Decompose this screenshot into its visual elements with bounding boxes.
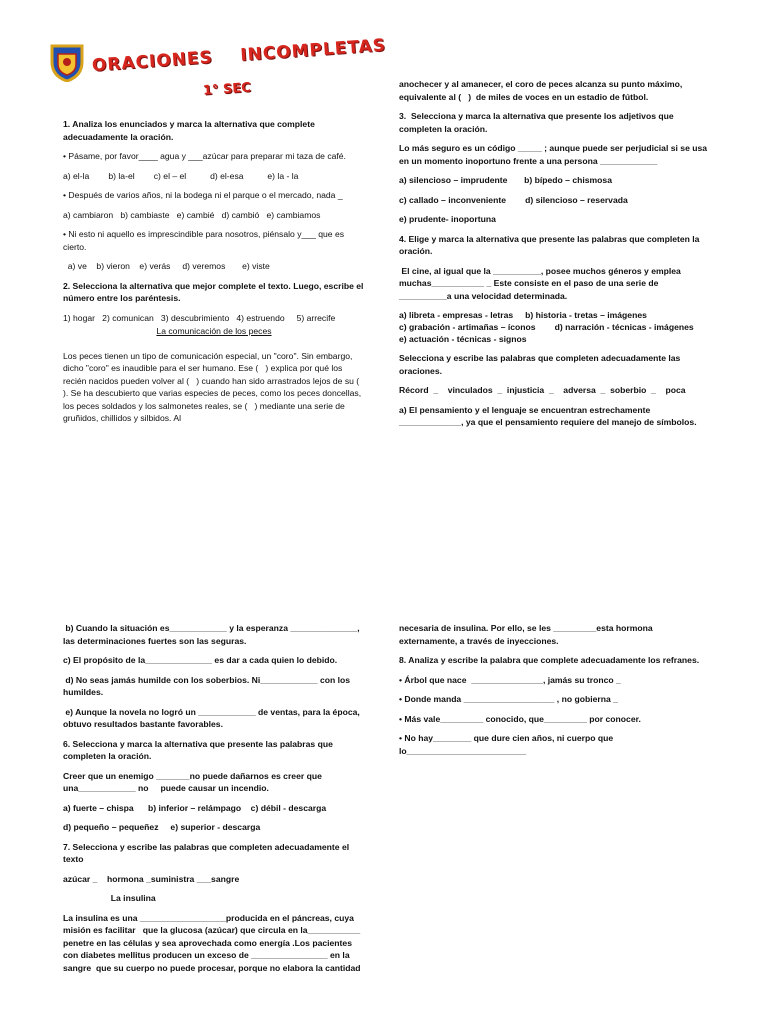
options-3b: c) callado – inconveniente d) silencioso – reservada: [399, 194, 628, 205]
options-6a: a) fuerte – chispa b) inferior – relámpago c) débil - descarga: [63, 802, 327, 813]
instruction-5: Selecciona y escribe las palabras que completen adecuadamente las oraciones.: [399, 353, 683, 376]
options-1b: a) cambiaron b) cambiaste e) cambié d) cambió e) cambiamos: [63, 209, 321, 220]
instruction-1: 1. Analiza los enunciados y marca la alternativa que complete adecuadamente la oración.: [63, 119, 318, 142]
insulin-title: La insulina: [63, 893, 156, 903]
school-crest-logo: [48, 42, 86, 82]
instruction-4: 4. Elige y marca la alternativa que presente las palabras que completen la oración.: [399, 233, 702, 256]
options-6b: d) pequeño – pequeñez e) superior - descarga: [63, 822, 261, 832]
item-3: Lo más seguro es un código _____ ; aunque puede ser perjudicial si se usa en un momento inoportuno frente a una persona ____________: [399, 143, 710, 166]
instruction-3: 3. Selecciona y marca la alternativa que presente los adjetivos que completen la oración.: [399, 111, 677, 134]
word-bank-2: 1) hogar 2) comunican 3) descubrimiento 4) estruendo 5) arrecife: [63, 312, 336, 323]
insulin-continuation: necesaria de insulina. Por ello, se les _________esta hormona externamente, a través de inyecciones.: [399, 623, 656, 646]
column-bottom-right: [399, 622, 709, 764]
instruction-2: 2. Selecciona la alternativa que mejor complete el texto. Luego, escribe el número entre los paréntesis.: [63, 280, 366, 303]
page-title: ORACIONES INCOMPLETAS: [91, 35, 387, 76]
options-3a: a) silencioso – imprudente b) bípedo – chismosa: [399, 175, 612, 185]
options-1c: a) ve b) vieron e) verás d) veremos e) viste: [63, 261, 270, 271]
item-5c: c) El propósito de la______________ es dar a cada quien lo debido.: [63, 655, 338, 665]
insulin-text: La insulina es una __________________producida en el páncreas, cuya misión es facilitar que la glucosa (azúcar) que circula en la___________ penetre en las células y sea aprovechada como energía .Los pacientes con diabetes mellitus producen un exceso de ________________ en la sangre que su cuerpo no puede procesar, porque no elabora la cantidad: [63, 912, 363, 973]
instruction-8: 8. Analiza y escribe la palabra que complete adecuadamente los refranes.: [399, 655, 700, 665]
item-1b: • Después de varios años, ni la bodega ni el parque o el mercado, nada _: [63, 190, 343, 200]
column-top-left: [63, 118, 365, 432]
column-bottom-left: [63, 622, 365, 981]
instruction-7: 7. Selecciona y escribe las palabras que completen adecuadamente el texto: [63, 841, 352, 864]
item-5e: e) Aunque la novela no logró un ____________ de ventas, para la época, obtuvo resultados bastante favorables.: [63, 706, 363, 729]
column-top-right: [399, 78, 709, 436]
reading-text: Los peces tienen un tipo de comunicación especial, un "coro". Sin embargo, dicho "coro" es inaudible para el ser humano. Ese ( ) explica por qué los recién nacidos pueden volver al ( ) cuando han sido arrastrados lejos de su ( ). Se ha descubierto que varias especies de peces, como los peces doncellas, los peces soldados y los salmonetes reales, se ( ) mediante una serie de gruñidos, chillidos y silbidos. Al: [63, 350, 367, 423]
item-5b: b) Cuando la situación es____________ y la esperanza ______________, las determinaciones fuertes son las seguras.: [63, 623, 363, 646]
options-1a: a) el-la b) la-el c) el – el d) el-esa e) la - la: [63, 170, 299, 181]
item-5a: a) El pensamiento y el lenguaje se encuentran estrechamente _____________, ya que el pensamiento requiere del manejo de símbolos.: [399, 404, 697, 427]
item-1a: • Pásame, por favor____ agua y ___azúcar para preparar mi taza de café.: [63, 151, 346, 161]
reading-continuation: anochecer y al amanecer, el coro de peces alcanza su punto máximo, equivalente al ( ) de miles de voces en un estadio de fútbol.: [399, 79, 685, 102]
word-bank-5: Récord _ vinculados _ injusticia _ adversa _ soberbio _ poca: [399, 385, 686, 395]
proverb-3: • Más vale_________ conocido, que_________ por conocer.: [399, 713, 641, 724]
proverb-4: • No hay________ que dure cien años, ni cuerpo que lo_________________________: [399, 733, 616, 756]
item-6: Creer que un enemigo _______no puede dañarnos es creer que una____________ no puede causar un incendio.: [63, 770, 325, 793]
options-3c: e) prudente- inoportuna: [399, 214, 496, 224]
word-bank-7: azúcar _ hormona _suministra ___sangre: [63, 873, 240, 884]
reading-title: La comunicación de los peces: [156, 326, 272, 336]
proverb-1: • Árbol que nace _______________, jamás su tronco _: [399, 674, 621, 685]
grade-subtitle: 1° SEC: [202, 80, 252, 99]
item-1c: • Ni esto ni aquello es imprescindible para nosotros, piénsalo y___ que es cierto.: [63, 229, 347, 252]
proverb-2: • Donde manda ___________________ , no gobierna _: [399, 694, 618, 704]
item-4: El cine, al igual que la __________, posee muchos géneros y emplea muchas___________ _ Este consiste en el paso de una serie de __________a una velocidad determinada.: [399, 265, 684, 301]
item-5d: d) No seas jamás humilde con los soberbios. Ni____________ con los humildes.: [63, 674, 353, 697]
options-4: a) libreta - empresas - letras b) historia - tretas – imágenes c) grabación - artimañas – íconos d) narración - técnicas - imágenes e) actuación - técnicas - signos: [399, 310, 694, 344]
instruction-6: 6. Selecciona y marca la alternativa que presente las palabras que completen la oración.: [63, 738, 336, 761]
